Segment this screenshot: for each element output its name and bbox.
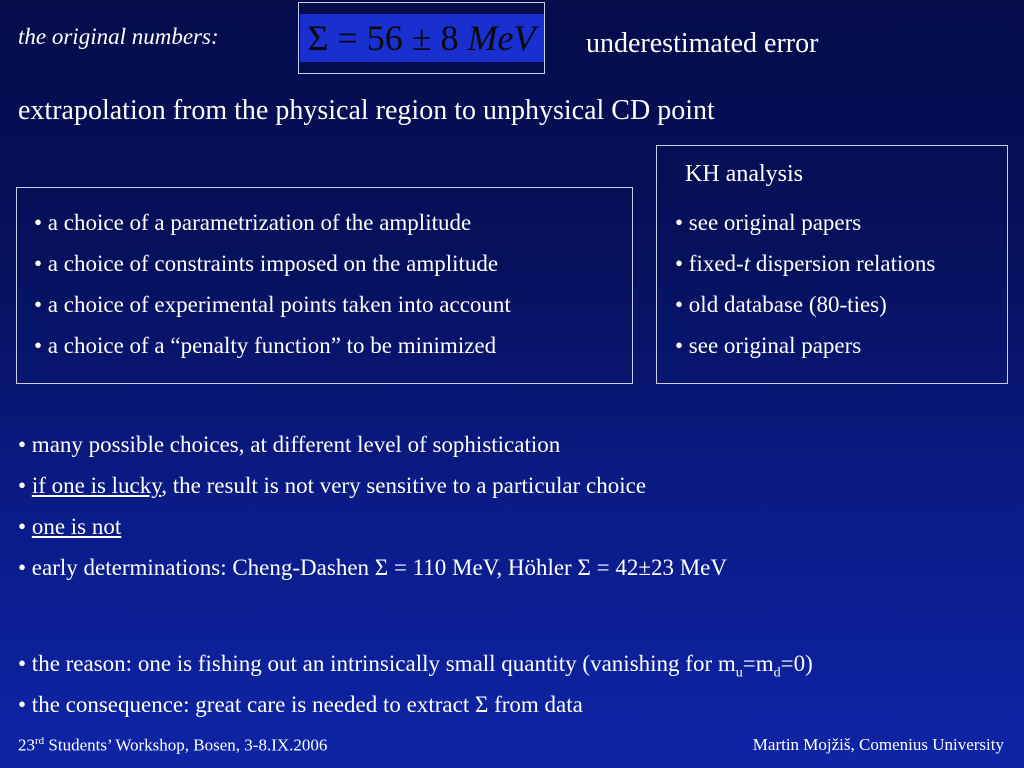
methods-item-3: • a choice of experimental points taken into account <box>34 292 511 317</box>
methods-item-4: • a choice of a “penalty function” to be minimized <box>34 333 497 358</box>
kh-analysis-title: KH analysis <box>685 161 803 187</box>
bullet-if-lucky <box>18 473 646 499</box>
bullet-if-lucky-rest: , the result is not very sensitive to a particular choice <box>161 473 647 498</box>
kh-item-2-prefix: • fixed- <box>675 251 744 276</box>
footer-author: Martin Mojžiš, Comenius University <box>752 735 1004 754</box>
bullet-one-is-not <box>18 514 121 540</box>
formula-pm: ± <box>411 18 432 58</box>
bullet-many-choices: • many possible choices, at different level of sophistication <box>18 432 561 457</box>
original-numbers-label: the original numbers: <box>18 24 219 49</box>
sigma-formula <box>300 14 544 62</box>
bullet-the-consequence: • the consequence: great care is needed to extract Σ from data <box>18 692 583 717</box>
methods-item-2: • a choice of constraints imposed on the amplitude <box>34 251 499 276</box>
footer-workshop <box>18 735 327 756</box>
one-is-not-underlined: one is not <box>31 514 122 539</box>
kh-item-1: • see original papers <box>675 210 862 235</box>
underestimated-error-label: underestimated error <box>586 28 819 59</box>
reason-suffix: =0) <box>780 651 813 676</box>
kh-item-3: • old database (80-ties) <box>675 292 887 317</box>
methods-item-1: • a choice of a parametrization of the amplitude <box>34 210 472 235</box>
footer-sup: rd <box>35 735 45 747</box>
kh-item-4: • see original papers <box>675 333 862 358</box>
formula-error: 8 <box>440 18 459 58</box>
formula-box <box>298 2 545 74</box>
formula-value: 56 <box>366 18 403 58</box>
bullet-one-is-not-marker: • <box>18 514 32 539</box>
kh-item-2 <box>675 251 935 277</box>
kh-item-2-t: t <box>743 251 751 276</box>
bullet-the-reason <box>18 651 813 682</box>
if-one-is-lucky-underlined: if one is lucky <box>31 473 162 498</box>
footer-num: 23 <box>18 735 35 755</box>
kh-item-2-suffix: dispersion relations <box>750 251 936 276</box>
reason-mid: =m <box>742 651 774 676</box>
formula-sigma: Σ <box>307 18 329 58</box>
reason-prefix: • the reason: one is fishing out an intrinsically small quantity (vanishing for m <box>18 651 736 676</box>
bullet-early-determinations: • early determinations: Cheng-Dashen Σ = 110 MeV, Höhler Σ = 42±23 MeV <box>18 555 727 580</box>
extrapolation-heading: extrapolation from the physical region to unphysical CD point <box>18 95 715 126</box>
bullet-if-lucky-marker: • <box>18 473 32 498</box>
reason-sub-d: d <box>773 665 781 681</box>
footer-rest: Students’ Workshop, Bosen, 3-8.IX.2006 <box>44 735 328 755</box>
reason-sub-u: u <box>735 665 743 681</box>
formula-unit: MeV <box>467 18 536 58</box>
formula-equals: = <box>337 18 358 58</box>
